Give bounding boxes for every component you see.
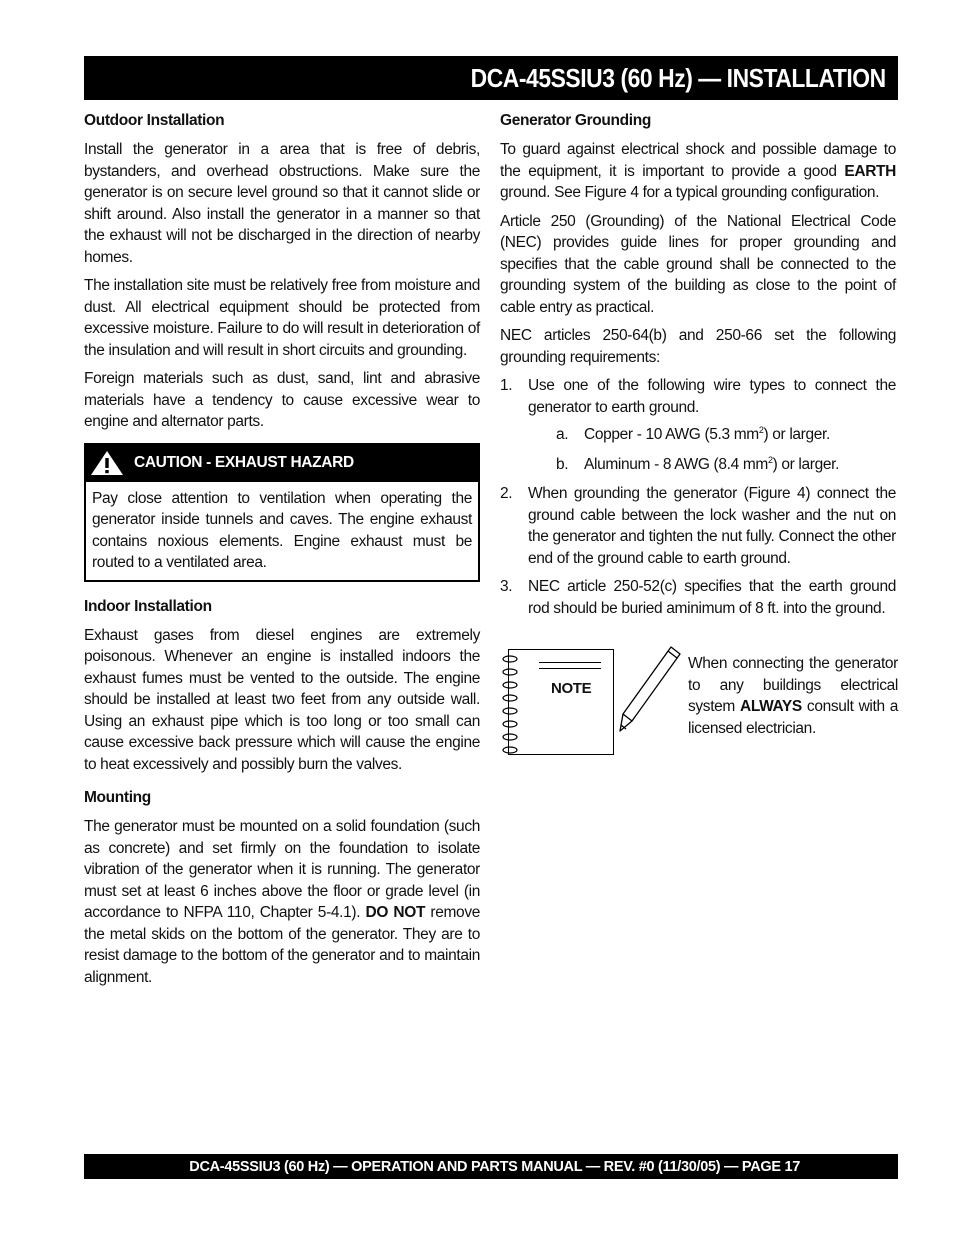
list-item — [528, 424, 896, 446]
notebook-icon — [508, 649, 614, 755]
note-text — [688, 653, 898, 739]
wire-types-list — [528, 424, 896, 475]
warning-triangle-icon — [90, 450, 124, 476]
caution-body — [86, 482, 478, 580]
pencil-icon — [618, 643, 684, 735]
caution-title: CAUTION - EXHAUST HAZARD — [134, 454, 354, 472]
right-column — [500, 110, 896, 769]
grounding-text-bold: EARTH — [844, 162, 896, 180]
mounting-text-bold: DO NOT — [365, 904, 426, 921]
step-text: When grounding the generator (Figure 4) connect the ground cable between the lock washer and the nut on the generator and tighten the nut fully. Connect the other end of the ground cable to earth ground. — [528, 485, 896, 567]
list-item — [500, 483, 896, 569]
header-bar — [84, 56, 898, 100]
step-text: Use one of the following wire types to connect the generator to earth ground. — [528, 377, 896, 416]
sub-superscript: 2 — [758, 424, 764, 435]
sub-letter: a. — [556, 426, 569, 443]
spiral-rings-icon — [501, 654, 521, 754]
notebook-line — [539, 668, 601, 669]
mounting-text-a: The generator must be mounted on a solid foundation (such as concrete) and set firmly on the foundation to isolate vibration of the generator when it is running. The generator must set at least 6 inches above the floor or grade level (in accordance to NFPA 110, Chapter 5-4.1). — [84, 818, 480, 921]
grounding-text-a: To guard against electrical shock and possible damage to the equipment, it is important to provide a good — [500, 141, 896, 180]
caution-header — [86, 445, 478, 482]
list-item — [500, 375, 896, 475]
left-column — [84, 110, 480, 995]
step-number: 2. — [500, 485, 513, 502]
sub-text-pre: Aluminum - 8 AWG (8.4 mm — [584, 455, 768, 473]
sub-superscript: 2 — [767, 454, 773, 465]
grounding-paragraph-3: NEC articles 250-64(b) and 250-66 set the following grounding requirements: — [500, 327, 896, 366]
note-block — [500, 649, 896, 769]
outdoor-installation-heading: Outdoor Installation — [84, 112, 225, 129]
mounting-text-b: remove the metal skids on the bottom of the generator. They are to resist damage to the bottom of the generator and to maintain alignment. — [84, 904, 480, 986]
sub-text-post: ) or larger. — [763, 426, 830, 443]
grounding-text-b: ground. See Figure 4 for a typical grounding configuration. — [500, 184, 880, 201]
grounding-paragraph-2: Article 250 (Grounding) of the National Electrical Code (NEC) provides guide lines for proper grounding and specifies that the cable ground shall be connected to the grounding system of the building as close to the point of cable entry as practical. — [500, 212, 896, 316]
notebook-line — [539, 662, 601, 663]
note-text-b: consult with a licensed electrician. — [688, 698, 898, 737]
step-text: NEC article 250-52(c) specifies that the earth ground rod should be buried aminimum of 8 ft. into the ground. — [528, 578, 896, 617]
list-item — [500, 576, 896, 619]
indoor-installation-heading: Indoor Installation — [84, 597, 212, 615]
sub-text-post: ) or larger. — [772, 455, 840, 473]
list-item — [528, 454, 896, 476]
outdoor-paragraph-1: Install the generator in a area that is free of debris, bystanders, and overhead obstructions. Make sure the generator is on secure level ground so that it cannot slide or shift around. Also install the generator in a manner so that the exhaust will not be discharged in the direction of nearby homes. — [84, 141, 480, 266]
sub-letter: b. — [556, 455, 569, 473]
note-text-bold: ALWAYS — [739, 698, 802, 715]
page-title: DCA-45SSIU3 (60 Hz) — INSTALLATION — [470, 62, 886, 93]
mounting-heading: Mounting — [84, 789, 151, 806]
sub-text-pre: Copper - 10 AWG (5.3 mm — [584, 426, 759, 443]
grounding-paragraph-1 — [500, 139, 896, 204]
indoor-paragraph: Exhaust gases from diesel engines are extremely poisonous. Whenever an engine is installed indoors the exhaust fumes must be vented to the outside. The engine should be installed at least two feet from any outside wall. Using an exhaust pipe which is too long or too small can cause excessive back pressure which will cause the engine to heat excessively and possibly burn the valves. — [84, 626, 480, 773]
footer-bar — [84, 1154, 898, 1179]
outdoor-paragraph-2: The installation site must be relatively free from moisture and dust. All electrical equipment should be protected from excessive moisture. Failure to do will result in deterioration of the insulation and will result in short circuits and grounding. — [84, 277, 480, 359]
caution-text: Pay close attention to ventilation when operating the generator inside tunnels and caves. The engine exhaust contains noxious elements. Engine exhaust must be routed to a ventilated area. — [92, 489, 472, 571]
mounting-paragraph — [84, 816, 480, 988]
note-label: NOTE — [551, 680, 592, 697]
caution-box — [84, 443, 480, 582]
step-number: 1. — [500, 377, 513, 394]
footer-text: DCA-45SSIU3 (60 Hz) — OPERATION AND PARTS MANUAL — REV. #0 (11/30/05) — PAGE 17 — [189, 1158, 800, 1175]
step-number: 3. — [500, 578, 513, 595]
generator-grounding-heading: Generator Grounding — [500, 112, 651, 129]
grounding-steps — [500, 375, 896, 619]
outdoor-paragraph-3: Foreign materials such as dust, sand, lint and abrasive materials have a tendency to cause excessive wear to engine and alternator parts. — [84, 370, 480, 430]
note-text-a: When connecting the generator to any buildings electrical system — [688, 655, 898, 715]
